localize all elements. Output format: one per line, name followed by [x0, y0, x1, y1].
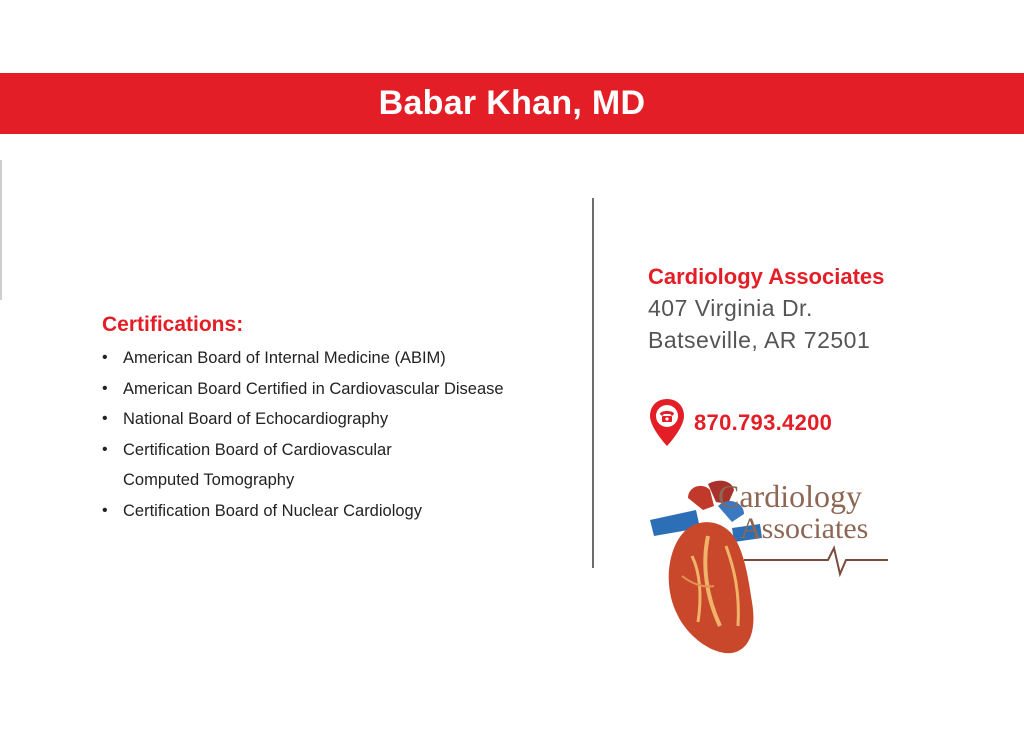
contact-section [648, 262, 1008, 356]
certifications-heading: Certifications: [102, 313, 244, 336]
logo-wordmark-line2: Associates [740, 512, 869, 545]
certification-item: • American Board of Internal Medicine (ABIM) [102, 343, 572, 374]
phone-number-link[interactable]: 870.793.4200 [694, 410, 833, 435]
certifications-list [102, 343, 572, 526]
header-banner [0, 73, 1024, 134]
certification-item-line2: Computed Tomography [123, 471, 295, 489]
certification-item: • American Board Certified in Cardiovascular Disease [102, 374, 572, 405]
certification-item: • National Board of Echocardiography [102, 404, 572, 435]
logo-wordmark-line1: Cardiology [718, 478, 862, 514]
organization-name: Cardiology Associates [648, 264, 885, 289]
address-line-2: Batseville, AR 72501 [648, 327, 871, 353]
certification-item [102, 435, 572, 496]
vertical-divider [592, 198, 594, 568]
cardiology-associates-logo [648, 476, 893, 658]
left-edge-rule [0, 160, 2, 300]
certification-item-line1: Certification Board of Cardiovascular [123, 440, 392, 459]
phone-pin-icon [648, 398, 686, 448]
address-line-1: 407 Virginia Dr. [648, 295, 813, 321]
phone-row [648, 398, 832, 448]
doctor-name: Babar Khan, MD [378, 84, 646, 122]
certification-item: • Certification Board of Nuclear Cardiology [102, 496, 572, 527]
certifications-section [102, 313, 572, 526]
